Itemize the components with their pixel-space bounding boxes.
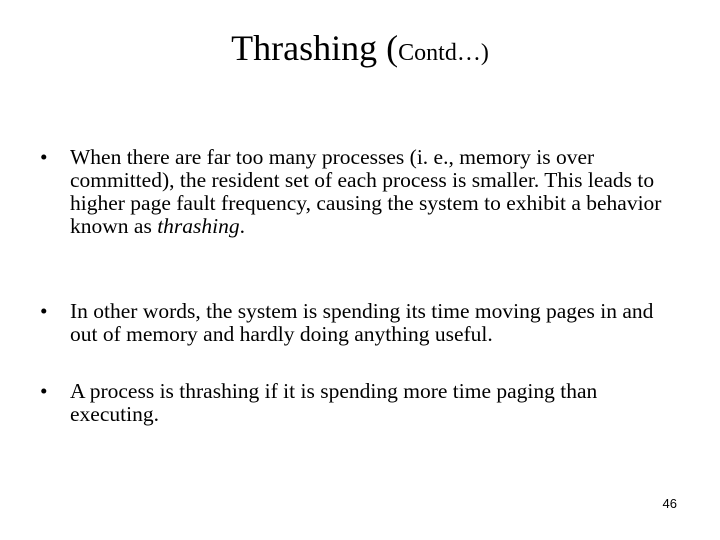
slide-title-main: Thrashing (: [231, 28, 399, 68]
slide-title: [0, 26, 720, 75]
bullet-text: A process is thrashing if it is spending more time paging than executing.: [70, 379, 598, 426]
bullet-text: In other words, the system is spending its time moving pages in and out of memory and hardly doing anything useful.: [70, 299, 654, 346]
bullet-marker: •: [40, 379, 48, 403]
page-number: 46: [662, 496, 677, 511]
bullet-marker: •: [40, 299, 48, 323]
bullet-item-1: [40, 146, 670, 238]
bullet-item-3: [40, 380, 670, 426]
bullet-text: [70, 146, 670, 238]
bullet-text-main: When there are far too many processes (i. e., memory is over committed), the resident set of each process is smaller. This leads to higher page fault frequency, causing the system to exhibit a behavior known as: [70, 145, 662, 238]
bullet-emphasis: thrashing: [157, 214, 240, 238]
bullet-item-2: [40, 300, 670, 346]
bullet-marker: •: [40, 145, 48, 169]
bullet-text-end: .: [239, 214, 245, 238]
slide-title-continuation: Contd…): [398, 40, 489, 66]
